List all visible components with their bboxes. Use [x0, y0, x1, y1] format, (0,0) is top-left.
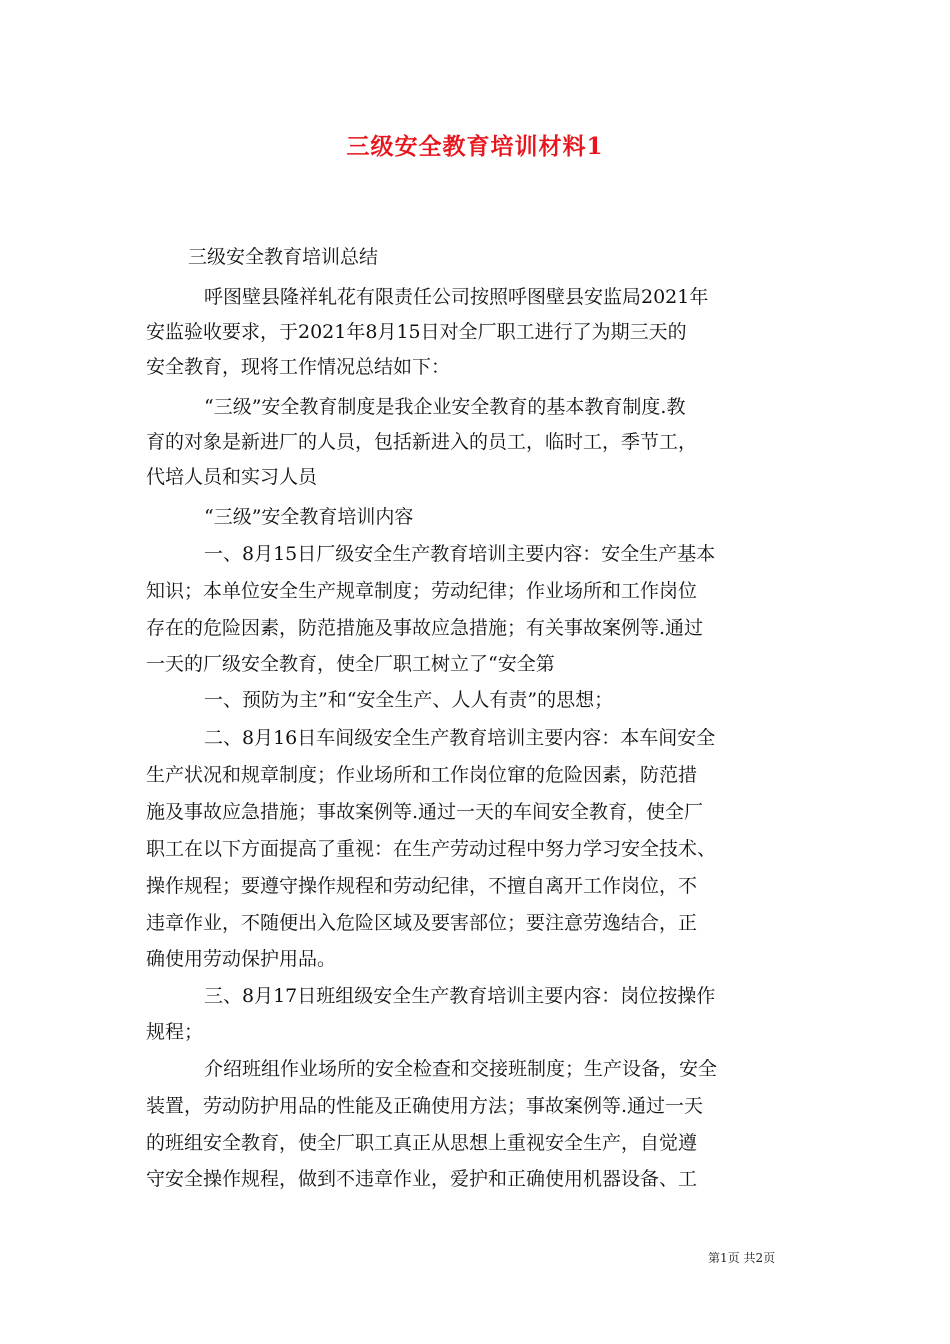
text-line: 育的对象是新进厂的人员，包括新进入的员工，临时工，季节工，	[146, 431, 698, 453]
text-line: 生产状况和规章制度；作业场所和工作岗位窜的危险因素，防范措	[146, 764, 698, 786]
text-line: 的班组安全教育，使全厂职工真正从思想上重视安全生产，自觉遵	[146, 1132, 698, 1154]
text-line: 施及事故应急措施；事故案例等.通过一天的车间安全教育，使全厂	[146, 801, 704, 823]
page-number: 第1页 共2页	[708, 1251, 776, 1265]
section-heading: 三级安全教育培训总结	[188, 246, 379, 268]
text-line: 三、8月17日班组级安全生产教育培训主要内容：岗位按操作	[204, 985, 716, 1007]
text-line: 安监验收要求，于2021年8月15日对全厂职工进行了为期三天的	[146, 321, 687, 343]
text-line: 违章作业，不随便出入危险区域及要害部位；要注意劳逸结合，正	[146, 912, 698, 934]
text-line: 规程；	[146, 1021, 204, 1043]
text-line: 守安全操作规程，做到不违章作业，爱护和正确使用机器设备、工	[146, 1168, 698, 1190]
text-line: “三级”安全教育制度是我企业安全教育的基本教育制度.教	[204, 396, 686, 418]
text-line: 代培人员和实习人员	[146, 466, 318, 488]
document-title: 三级安全教育培训材料1	[346, 133, 604, 160]
text-line: 一天的厂级安全教育，使全厂职工树立了“安全第	[146, 653, 555, 675]
text-line: 知识；本单位安全生产规章制度；劳动纪律；作业场所和工作岗位	[146, 580, 698, 602]
text-line: 呼图壁县隆祥轧花有限责任公司按照呼图壁县安监局2021年	[204, 286, 709, 308]
text-line: 确使用劳动保护用品。	[146, 948, 337, 970]
text-line: 一、预防为主”和“安全生产、人人有责”的思想；	[204, 689, 614, 711]
text-line: 存在的危险因素，防范措施及事故应急措施；有关事故案例等.通过	[146, 617, 704, 639]
text-line: 操作规程；要遵守操作规程和劳动纪律，不擅自离开工作岗位，不	[146, 875, 698, 897]
text-line: 二、8月16日车间级安全生产教育培训主要内容：本车间安全	[204, 727, 716, 749]
text-line: 一、8月15日厂级安全生产教育培训主要内容：安全生产基本	[204, 543, 716, 565]
text-line: 装置，劳动防护用品的性能及正确使用方法；事故案例等.通过一天	[146, 1095, 704, 1117]
text-line: 安全教育，现将工作情况总结如下：	[146, 356, 451, 378]
text-line: 职工在以下方面提高了重视：在生产劳动过程中努力学习安全技术、	[146, 838, 717, 860]
text-line: “三级”安全教育培训内容	[204, 506, 414, 528]
text-line: 介绍班组作业场所的安全检查和交接班制度；生产设备，安全	[204, 1058, 718, 1080]
